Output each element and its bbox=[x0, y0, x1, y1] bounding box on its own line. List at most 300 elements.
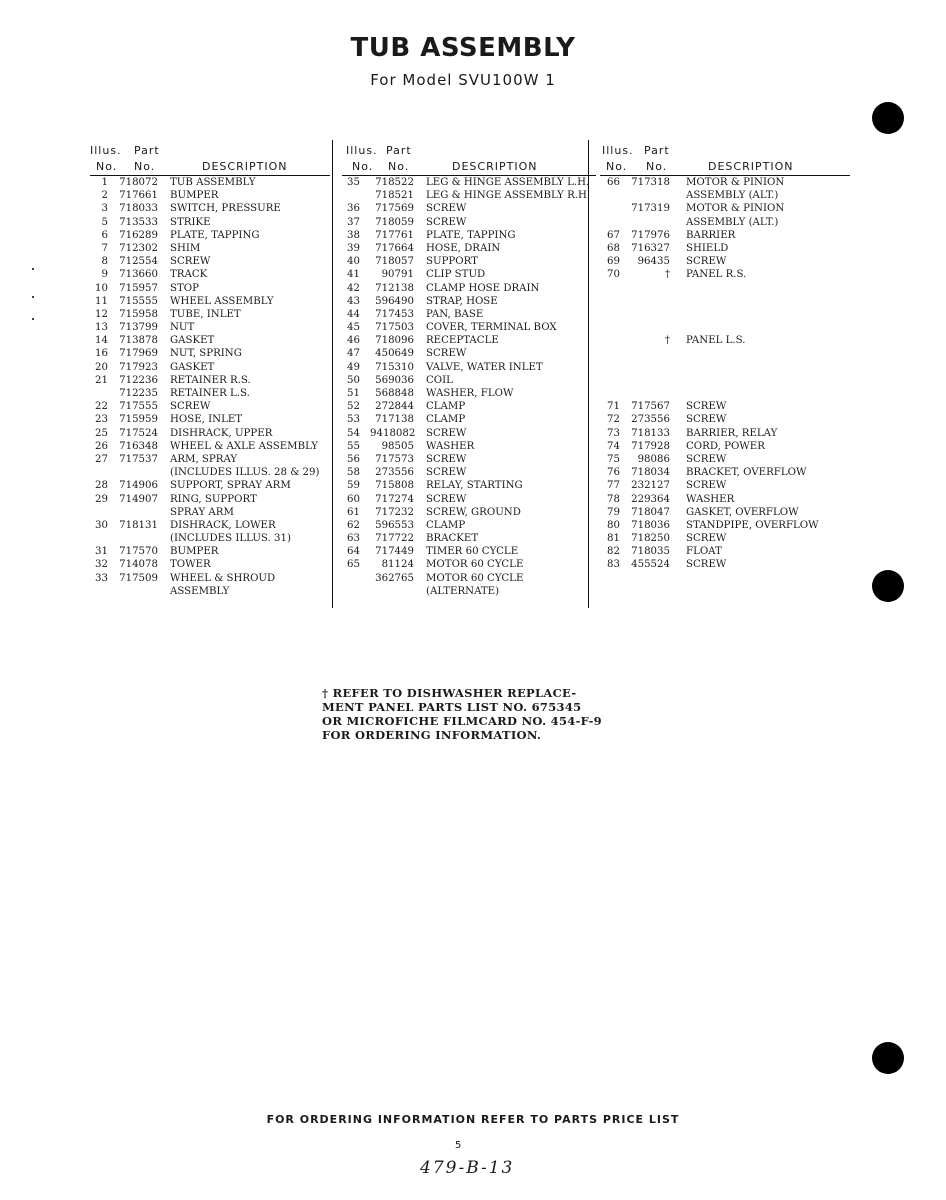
part-description: CLAMP bbox=[426, 401, 466, 413]
part-row bbox=[342, 334, 596, 347]
part-description: LEG & HINGE ASSEMBLY L.H. bbox=[426, 177, 590, 188]
part-number: 712302 bbox=[119, 242, 158, 254]
part-row bbox=[600, 387, 850, 400]
part-row bbox=[600, 532, 850, 545]
part-description: LEG & HINGE ASSEMBLY R.H. bbox=[426, 190, 591, 202]
part-row bbox=[342, 216, 596, 229]
part-row bbox=[600, 506, 850, 519]
part-description: MOTOR & PINION bbox=[686, 177, 785, 188]
parts-table bbox=[90, 140, 850, 610]
part-number: 718033 bbox=[119, 203, 158, 215]
page-subtitle: For Model SVU100W 1 bbox=[370, 71, 556, 89]
header-illus-no: No. bbox=[96, 160, 118, 173]
part-number: 717569 bbox=[375, 203, 414, 215]
illus-number: 3 bbox=[101, 203, 108, 215]
part-description: PLATE, TAPPING bbox=[170, 229, 260, 241]
illus-number: 67 bbox=[607, 229, 620, 241]
header-illus: Illus. bbox=[90, 144, 122, 157]
part-row bbox=[600, 202, 850, 215]
part-row bbox=[600, 400, 850, 413]
part-row bbox=[90, 176, 330, 189]
part-number: 718059 bbox=[375, 216, 414, 228]
part-description: MOTOR 60 CYCLE bbox=[426, 572, 524, 584]
part-number: 450649 bbox=[375, 348, 414, 360]
part-description: HOSE, INLET bbox=[170, 414, 243, 426]
part-description: SWITCH, PRESSURE bbox=[170, 203, 281, 215]
part-number: 717976 bbox=[631, 229, 670, 241]
part-row bbox=[90, 202, 330, 215]
part-description: BRACKET, OVERFLOW bbox=[686, 467, 807, 479]
part-description: STRIKE bbox=[170, 216, 211, 228]
part-description: TUBE, INLET bbox=[170, 308, 241, 320]
illus-number: 53 bbox=[347, 414, 360, 426]
part-number: 717722 bbox=[375, 533, 414, 545]
part-description: SCREW bbox=[426, 453, 467, 465]
illus-number: 35 bbox=[347, 177, 360, 188]
part-description: (ALTERNATE) bbox=[426, 585, 500, 597]
column-header bbox=[600, 140, 850, 176]
part-row bbox=[342, 321, 596, 334]
header-illus: Illus. bbox=[602, 144, 634, 157]
part-number: † bbox=[664, 269, 670, 281]
part-row bbox=[600, 347, 850, 360]
part-row bbox=[90, 466, 330, 479]
part-description: SCREW bbox=[170, 401, 211, 413]
part-number: 717928 bbox=[631, 440, 670, 452]
part-row bbox=[600, 479, 850, 492]
part-number: † bbox=[664, 335, 670, 347]
part-row bbox=[342, 282, 596, 295]
column-header bbox=[90, 140, 330, 176]
illus-number: 40 bbox=[347, 256, 360, 268]
part-row bbox=[342, 545, 596, 558]
illus-number: 68 bbox=[607, 242, 620, 254]
row-list bbox=[90, 176, 330, 598]
part-row bbox=[90, 242, 330, 255]
part-row bbox=[600, 255, 850, 268]
part-description: BUMPER bbox=[170, 546, 219, 558]
part-number: 718250 bbox=[631, 533, 670, 545]
part-number: 229364 bbox=[631, 493, 670, 505]
part-number: 717661 bbox=[119, 190, 158, 202]
part-description: COIL bbox=[426, 374, 453, 386]
part-description: STANDPIPE, OVERFLOW bbox=[686, 519, 819, 531]
header-description: DESCRIPTION bbox=[708, 160, 794, 173]
part-number: 712236 bbox=[119, 374, 158, 386]
part-description: SUPPORT bbox=[426, 256, 478, 268]
illus-number: 78 bbox=[607, 493, 620, 505]
part-number: 713799 bbox=[119, 322, 158, 334]
part-number: 596490 bbox=[375, 295, 414, 307]
illus-number: 7 bbox=[101, 242, 108, 254]
part-number: 717138 bbox=[375, 414, 414, 426]
illus-number: 45 bbox=[347, 322, 360, 334]
part-description: NUT bbox=[170, 322, 195, 334]
illus-number: 74 bbox=[607, 440, 620, 452]
part-row bbox=[342, 479, 596, 492]
part-description: SCREW bbox=[426, 203, 467, 215]
part-description: STRAP, HOSE bbox=[426, 295, 498, 307]
part-description: PANEL L.S. bbox=[686, 335, 746, 347]
illus-number: 1 bbox=[101, 177, 108, 188]
part-row bbox=[342, 466, 596, 479]
illus-number: 47 bbox=[347, 348, 360, 360]
margin-speck bbox=[32, 268, 34, 270]
header-description: DESCRIPTION bbox=[202, 160, 288, 173]
part-description: BARRIER, RELAY bbox=[686, 427, 778, 439]
part-description: SCREW bbox=[686, 533, 727, 545]
part-row bbox=[342, 308, 596, 321]
binder-hole-top bbox=[872, 102, 904, 134]
part-number: 717274 bbox=[375, 493, 414, 505]
part-row bbox=[90, 532, 330, 545]
part-row bbox=[342, 400, 596, 413]
part-number: 717318 bbox=[631, 177, 670, 188]
part-number: 717503 bbox=[375, 322, 414, 334]
part-description: GASKET, OVERFLOW bbox=[686, 506, 799, 518]
part-row bbox=[342, 295, 596, 308]
part-number: 717923 bbox=[119, 361, 158, 373]
part-number: 596553 bbox=[375, 519, 414, 531]
handwritten-code: 479-B-13 bbox=[420, 1158, 515, 1178]
illus-number: 13 bbox=[95, 322, 108, 334]
part-description: CLAMP bbox=[426, 519, 466, 531]
part-number: 718521 bbox=[375, 190, 414, 202]
part-row bbox=[90, 189, 330, 202]
part-row bbox=[342, 374, 596, 387]
illus-number: 63 bbox=[347, 533, 360, 545]
part-row bbox=[90, 268, 330, 281]
part-description: DISHRACK, UPPER bbox=[170, 427, 273, 439]
part-row bbox=[342, 347, 596, 360]
part-row bbox=[342, 255, 596, 268]
parts-column-1 bbox=[90, 140, 330, 610]
illus-number: 29 bbox=[95, 493, 108, 505]
part-row bbox=[600, 427, 850, 440]
note-line: MENT PANEL PARTS LIST NO. 675345 bbox=[322, 700, 582, 714]
illus-number: 70 bbox=[607, 269, 620, 281]
replacement-panel-note bbox=[322, 686, 642, 742]
part-number: 717537 bbox=[119, 453, 158, 465]
column-divider bbox=[332, 140, 333, 608]
part-description: WASHER bbox=[686, 493, 735, 505]
part-number: 713660 bbox=[119, 269, 158, 281]
illus-number: 80 bbox=[607, 519, 620, 531]
header-illus: Illus. bbox=[346, 144, 378, 157]
part-row bbox=[342, 268, 596, 281]
part-row bbox=[600, 558, 850, 571]
illus-number: 77 bbox=[607, 480, 620, 492]
part-number: 718057 bbox=[375, 256, 414, 268]
part-row bbox=[90, 295, 330, 308]
part-number: 273556 bbox=[375, 467, 414, 479]
illus-number: 9 bbox=[101, 269, 108, 281]
part-row bbox=[90, 361, 330, 374]
part-row bbox=[342, 453, 596, 466]
part-row bbox=[90, 572, 330, 585]
part-description: BRACKET bbox=[426, 533, 479, 545]
part-description: CLAMP bbox=[426, 414, 466, 426]
part-number: 718133 bbox=[631, 427, 670, 439]
illus-number: 32 bbox=[95, 559, 108, 571]
part-row bbox=[342, 229, 596, 242]
part-row bbox=[90, 374, 330, 387]
illus-number: 30 bbox=[95, 519, 108, 531]
illus-number: 61 bbox=[347, 506, 360, 518]
margin-speck bbox=[32, 318, 34, 320]
part-number: 455524 bbox=[631, 559, 670, 571]
illus-number: 39 bbox=[347, 242, 360, 254]
illus-number: 6 bbox=[101, 229, 108, 241]
part-row bbox=[90, 400, 330, 413]
part-number: 717761 bbox=[375, 229, 414, 241]
illus-number: 8 bbox=[101, 256, 108, 268]
header-part: Part bbox=[644, 144, 670, 157]
part-description: SCREW bbox=[170, 256, 211, 268]
part-description: CORD, POWER bbox=[686, 440, 765, 452]
part-number: 362765 bbox=[375, 572, 414, 584]
part-row bbox=[342, 189, 596, 202]
illus-number: 14 bbox=[95, 335, 108, 347]
part-row bbox=[342, 558, 596, 571]
illus-number: 65 bbox=[347, 559, 360, 571]
part-number: 81124 bbox=[381, 559, 414, 571]
row-list bbox=[600, 176, 850, 572]
part-number: 90791 bbox=[381, 269, 414, 281]
part-row bbox=[342, 242, 596, 255]
parts-column-2 bbox=[342, 140, 596, 610]
part-row bbox=[342, 202, 596, 215]
part-row bbox=[600, 216, 850, 229]
part-number: 717453 bbox=[375, 308, 414, 320]
part-number: 713878 bbox=[119, 335, 158, 347]
page-title: TUB ASSEMBLY bbox=[350, 33, 576, 63]
part-number: 712235 bbox=[119, 388, 158, 399]
part-number: 232127 bbox=[631, 480, 670, 492]
part-row bbox=[600, 493, 850, 506]
part-description: MOTOR 60 CYCLE bbox=[426, 559, 524, 571]
part-description: PANEL R.S. bbox=[686, 269, 747, 281]
note-line: OR MICROFICHE FILMCARD NO. 454-F-9 bbox=[322, 714, 602, 728]
part-description: ASSEMBLY bbox=[170, 585, 230, 597]
part-row bbox=[90, 558, 330, 571]
header-description: DESCRIPTION bbox=[452, 160, 538, 173]
part-row bbox=[600, 440, 850, 453]
illus-number: 55 bbox=[347, 440, 360, 452]
illus-number: 16 bbox=[95, 348, 108, 360]
header-part-no: No. bbox=[388, 160, 410, 173]
illus-number: 60 bbox=[347, 493, 360, 505]
part-description: TRACK bbox=[170, 269, 208, 281]
part-row bbox=[90, 255, 330, 268]
part-description: HOSE, DRAIN bbox=[426, 242, 501, 254]
part-number: 718035 bbox=[631, 546, 670, 558]
illus-number: 46 bbox=[347, 335, 360, 347]
part-number: 716348 bbox=[119, 440, 158, 452]
part-description: BUMPER bbox=[170, 190, 219, 202]
part-description: ARM, SPRAY bbox=[170, 453, 238, 465]
ordering-footer: FOR ORDERING INFORMATION REFER TO PARTS PRICE LIST bbox=[266, 1113, 680, 1126]
header-part-no: No. bbox=[134, 160, 156, 173]
part-row bbox=[342, 387, 596, 400]
illus-number: 44 bbox=[347, 308, 360, 320]
illus-number: 37 bbox=[347, 216, 360, 228]
part-row bbox=[90, 440, 330, 453]
part-row bbox=[600, 242, 850, 255]
part-description: NUT, SPRING bbox=[170, 348, 242, 360]
part-number: 716289 bbox=[119, 229, 158, 241]
part-number: 715957 bbox=[119, 282, 158, 294]
part-row bbox=[342, 176, 596, 189]
column-header bbox=[342, 140, 596, 176]
part-row bbox=[90, 229, 330, 242]
part-number: 716327 bbox=[631, 242, 670, 254]
part-description: WHEEL ASSEMBLY bbox=[170, 295, 274, 307]
part-row bbox=[90, 321, 330, 334]
illus-number: 10 bbox=[95, 282, 108, 294]
part-description: SCREW bbox=[686, 480, 727, 492]
illus-number: 81 bbox=[607, 533, 620, 545]
part-description: SCREW bbox=[426, 467, 467, 479]
part-row bbox=[342, 440, 596, 453]
illus-number: 58 bbox=[347, 467, 360, 479]
part-row bbox=[600, 321, 850, 334]
part-row bbox=[342, 361, 596, 374]
illus-number: 31 bbox=[95, 546, 108, 558]
illus-number: 54 bbox=[347, 427, 360, 439]
part-description: FLOAT bbox=[686, 546, 722, 558]
part-row bbox=[90, 545, 330, 558]
part-description: DISHRACK, LOWER bbox=[170, 519, 276, 531]
part-description: SHIELD bbox=[686, 242, 729, 254]
part-number: 717319 bbox=[631, 203, 670, 215]
header-part-no: No. bbox=[646, 160, 668, 173]
part-row bbox=[90, 427, 330, 440]
part-description: RETAINER R.S. bbox=[170, 374, 251, 386]
part-number: 273556 bbox=[631, 414, 670, 426]
part-row bbox=[90, 282, 330, 295]
part-number: 96435 bbox=[637, 256, 670, 268]
illus-number: 22 bbox=[95, 401, 108, 413]
part-number: 718072 bbox=[119, 177, 158, 188]
part-row bbox=[342, 519, 596, 532]
illus-number: 51 bbox=[347, 388, 360, 399]
part-description: TOWER bbox=[170, 559, 211, 571]
part-row bbox=[90, 453, 330, 466]
part-description: SCREW bbox=[686, 256, 727, 268]
part-number: 717664 bbox=[375, 242, 414, 254]
part-description: WASHER, FLOW bbox=[426, 388, 514, 399]
illus-number: 73 bbox=[607, 427, 620, 439]
part-number: 715958 bbox=[119, 308, 158, 320]
part-row bbox=[90, 479, 330, 492]
part-description: COVER, TERMINAL BOX bbox=[426, 322, 557, 334]
illus-number: 71 bbox=[607, 401, 620, 413]
part-number: 717555 bbox=[119, 401, 158, 413]
part-row bbox=[342, 506, 596, 519]
illus-number: 83 bbox=[607, 559, 620, 571]
illus-number: 25 bbox=[95, 427, 108, 439]
part-row bbox=[600, 334, 850, 347]
part-row bbox=[90, 334, 330, 347]
part-number: 715555 bbox=[119, 295, 158, 307]
part-number: 9418082 bbox=[370, 427, 416, 439]
part-description: STOP bbox=[170, 282, 199, 294]
part-description: RING, SUPPORT bbox=[170, 493, 257, 505]
part-description: SCREW bbox=[686, 453, 727, 465]
part-row bbox=[342, 532, 596, 545]
part-description: SCREW bbox=[686, 401, 727, 413]
part-row bbox=[600, 466, 850, 479]
part-number: 718047 bbox=[631, 506, 670, 518]
part-number: 717573 bbox=[375, 453, 414, 465]
part-number: 717567 bbox=[631, 401, 670, 413]
illus-number: 27 bbox=[95, 453, 108, 465]
illus-number: 79 bbox=[607, 506, 620, 518]
illus-number: 82 bbox=[607, 546, 620, 558]
part-number: 714907 bbox=[119, 493, 158, 505]
part-description: WHEEL & SHROUD bbox=[170, 572, 276, 584]
part-row bbox=[600, 176, 850, 189]
part-description: SHIM bbox=[170, 242, 201, 254]
illus-number: 62 bbox=[347, 519, 360, 531]
header-part: Part bbox=[134, 144, 160, 157]
page-number: 5 bbox=[455, 1140, 462, 1151]
part-row bbox=[600, 453, 850, 466]
illus-number: 26 bbox=[95, 440, 108, 452]
illus-number: 20 bbox=[95, 361, 108, 373]
part-description: SPRAY ARM bbox=[170, 506, 234, 518]
part-number: 717509 bbox=[119, 572, 158, 584]
part-description: CLIP STUD bbox=[426, 269, 486, 281]
part-number: 717969 bbox=[119, 348, 158, 360]
part-row bbox=[600, 361, 850, 374]
illus-number: 43 bbox=[347, 295, 360, 307]
part-number: 715310 bbox=[375, 361, 414, 373]
part-description: (INCLUDES ILLUS. 31) bbox=[170, 533, 291, 545]
part-row bbox=[342, 585, 596, 598]
part-description: GASKET bbox=[170, 335, 215, 347]
header-illus-no: No. bbox=[352, 160, 374, 173]
part-description: ASSEMBLY (ALT.) bbox=[686, 190, 779, 202]
part-number: 717570 bbox=[119, 546, 158, 558]
illus-number: 38 bbox=[347, 229, 360, 241]
header-illus-no: No. bbox=[606, 160, 628, 173]
illus-number: 36 bbox=[347, 203, 360, 215]
part-number: 718522 bbox=[375, 177, 414, 188]
part-row bbox=[90, 493, 330, 506]
part-row bbox=[90, 506, 330, 519]
part-description: RELAY, STARTING bbox=[426, 480, 523, 492]
illus-number: 28 bbox=[95, 480, 108, 492]
binder-hole-middle bbox=[872, 570, 904, 602]
parts-column-3 bbox=[600, 140, 850, 610]
illus-number: 42 bbox=[347, 282, 360, 294]
illus-number: 41 bbox=[347, 269, 360, 281]
note-line: † REFER TO DISHWASHER REPLACE- bbox=[322, 686, 577, 700]
part-row bbox=[600, 268, 850, 281]
illus-number: 50 bbox=[347, 374, 360, 386]
part-description: TIMER 60 CYCLE bbox=[426, 546, 519, 558]
part-description: SCREW bbox=[426, 348, 467, 360]
illus-number: 11 bbox=[95, 295, 108, 307]
illus-number: 66 bbox=[607, 177, 620, 188]
part-description: GASKET bbox=[170, 361, 215, 373]
part-number: 712554 bbox=[119, 256, 158, 268]
part-description: PLATE, TAPPING bbox=[426, 229, 516, 241]
part-row bbox=[90, 519, 330, 532]
part-row bbox=[90, 216, 330, 229]
